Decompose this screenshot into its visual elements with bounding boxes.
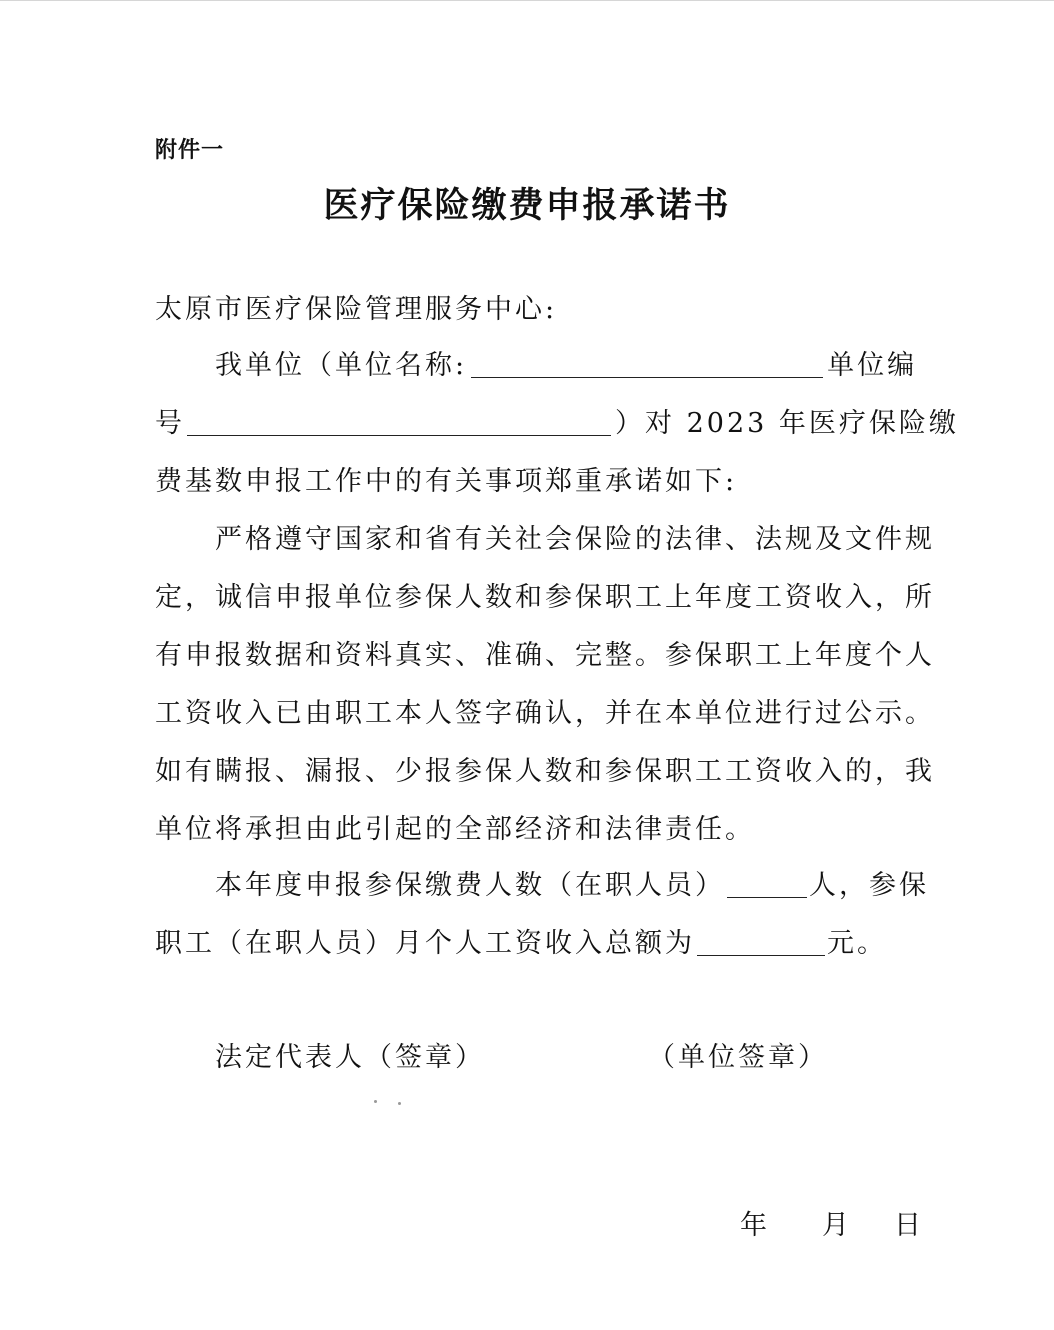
salary-total-blank[interactable] [697, 929, 825, 956]
unit-number-blank[interactable] [187, 409, 611, 436]
unit-seal: （单位签章） [648, 1042, 828, 1073]
para3-line2-text: 职工（在职人员）月个人工资收入总额为 [155, 928, 695, 959]
date-month: 月 [822, 1210, 849, 1241]
para2-line6: 单位将承担由此引起的全部经济和法律责任。 [155, 814, 755, 845]
unit-name-blank[interactable] [471, 351, 823, 378]
para1-line2-tail: ）对 2023 年医疗保险缴 [615, 408, 959, 439]
para3-line1-tail: 人，参保 [809, 870, 929, 901]
para3-line2 [155, 926, 887, 962]
para2-line2: 定，诚信申报单位参保人数和参保职工上年度工资收入，所 [155, 582, 935, 613]
para2-line4: 工资收入已由职工本人签字确认，并在本单位进行过公示。 [155, 698, 935, 729]
para1-line1-tail: 单位编 [827, 350, 918, 381]
legal-rep-signature: 法定代表人（签章） [215, 1042, 485, 1073]
para3-line1-text: 本年度申报参保缴费人数（在职人员） [215, 870, 725, 901]
para2-line1: 严格遵守国家和省有关社会保险的法律、法规及文件规 [215, 524, 935, 555]
para2-line3: 有申报数据和资料真实、准确、完整。参保职工上年度个人 [155, 640, 935, 671]
top-border [0, 0, 1054, 1]
para3-line1 [215, 868, 929, 904]
para3-line2-tail: 元。 [827, 928, 887, 959]
scan-speck [374, 1100, 377, 1103]
date-line [740, 1208, 921, 1244]
addressee: 太原市医疗保险管理服务中心: [155, 294, 558, 325]
date-day: 日 [894, 1210, 921, 1241]
document-title: 医疗保险缴费申报承诺书 [323, 185, 731, 226]
para2-line5: 如有瞒报、漏报、少报参保人数和参保职工工资收入的，我 [155, 756, 935, 787]
para1-line2 [155, 406, 959, 442]
attachment-label: 附件一 [155, 138, 225, 163]
headcount-blank[interactable] [727, 871, 807, 898]
scan-speck [398, 1102, 401, 1105]
para1-line2-text: 号 [155, 408, 185, 439]
para1-line1 [215, 348, 917, 384]
para1-line3: 费基数申报工作中的有关事项郑重承诺如下: [155, 466, 738, 497]
para1-line1-text: 我单位（单位名称: [215, 350, 468, 381]
date-year: 年 [740, 1210, 767, 1241]
